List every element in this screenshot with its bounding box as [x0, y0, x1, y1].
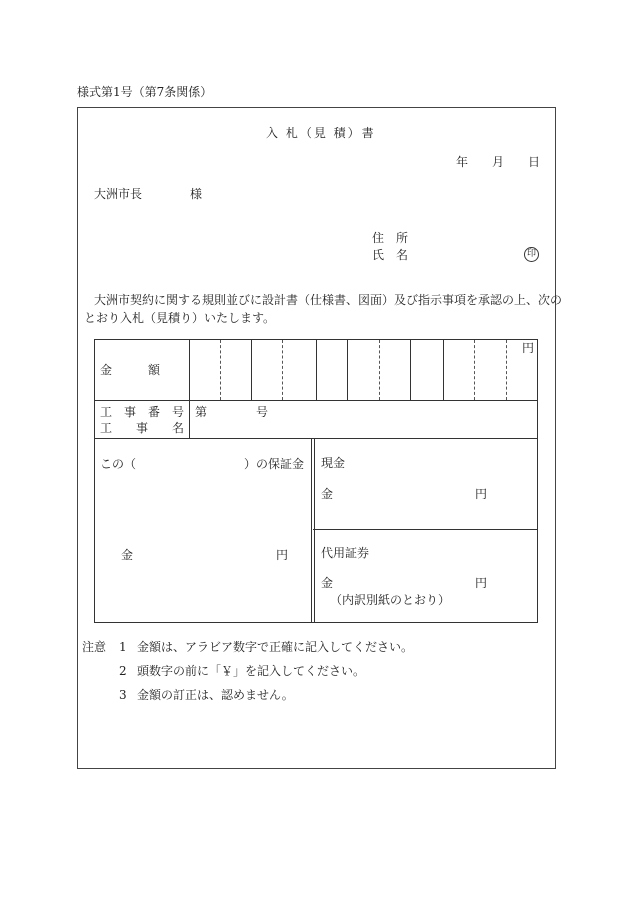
digit-divider [506, 340, 507, 400]
work-name-label: 工 事 名 [100, 421, 185, 435]
declaration-line2: とおり入札（見積り）いたします。 [84, 311, 276, 325]
declaration-line1: 大洲市契約に関する規則並びに設計書（仕様書、図面）及び指示事項を承認の上、次の [94, 293, 563, 307]
address-label: 住 所 [372, 231, 409, 245]
amount-yen: 円 [522, 341, 535, 355]
digit-group-divider [347, 340, 348, 400]
guarantee-divider [311, 438, 312, 623]
addressee-name: 大洲市長 [94, 187, 143, 201]
note-text: 頭数字の前に「￥」を記入してください。 [137, 664, 366, 678]
digit-group-divider [410, 340, 411, 400]
digit-group-divider [251, 340, 252, 400]
name-label: 氏 名 [372, 248, 409, 262]
digit-divider [379, 340, 380, 400]
label-column-divider [189, 339, 190, 438]
cash-amount: 金 [321, 487, 334, 501]
securities-label: 代用証券 [321, 546, 370, 560]
table-row-divider [94, 400, 538, 401]
work-number-label: 工 事 番 号 [100, 405, 185, 419]
guarantee-divider [314, 438, 315, 623]
work-number-suffix: 号 [256, 405, 269, 419]
guarantee-yen: 円 [276, 548, 289, 562]
note-text: 金額の訂正は、認めません。 [137, 688, 294, 702]
notes-heading: 注意 [82, 640, 107, 654]
note-num: 3 [119, 688, 127, 702]
digit-divider [474, 340, 475, 400]
form-number: 様式第1号（第7条関係） [77, 85, 213, 99]
securities-yen: 円 [475, 576, 488, 590]
date-year: 年 [456, 155, 469, 169]
table-row-divider [313, 529, 538, 530]
digit-group-divider [443, 340, 444, 400]
date-day: 日 [528, 155, 541, 169]
addressee-honorific: 様 [190, 187, 203, 201]
digit-divider [220, 340, 221, 400]
table-row-divider [94, 438, 538, 439]
form-title: 入 札（見 積）書 [266, 126, 376, 140]
cash-yen: 円 [475, 487, 488, 501]
guarantee-amount: 金 [121, 548, 134, 562]
guarantee-label: この（ ）の保証金 [100, 457, 305, 471]
date-month: 月 [492, 155, 505, 169]
seal-icon: 印 [524, 247, 539, 262]
digit-group-divider [316, 340, 317, 400]
digit-divider [282, 340, 283, 400]
securities-amount: 金 [321, 576, 334, 590]
note-num: 1 [119, 640, 127, 654]
cash-label: 現金 [321, 456, 346, 470]
note-num: 2 [119, 664, 127, 678]
securities-note: （内訳別紙のとおり） [330, 593, 451, 607]
work-number-prefix: 第 [195, 405, 208, 419]
note-text: 金額は、アラビア数字で正確に記入してください。 [137, 640, 414, 654]
amount-label: 金 額 [100, 363, 161, 377]
